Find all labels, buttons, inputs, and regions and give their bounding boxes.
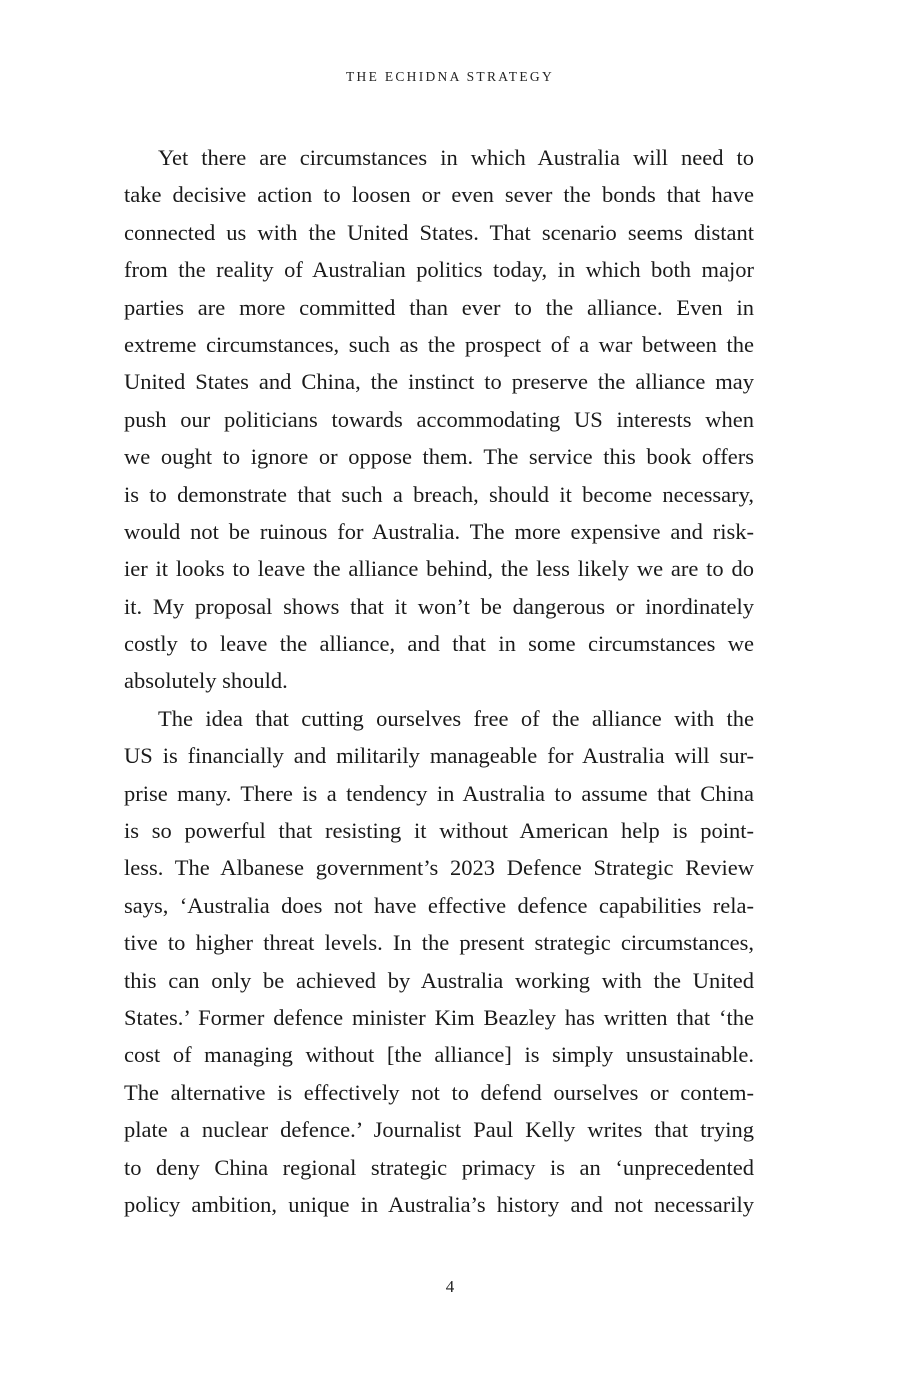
text-line: plate a nuclear defence.’ Journalist Paul Kelly writes that trying: [124, 1117, 754, 1143]
text-line: absolutely should.: [124, 668, 288, 694]
text-line: Yet there are circumstances in which Australia will need to: [158, 145, 754, 170]
running-head: THE ECHIDNA STRATEGY: [346, 69, 554, 84]
paragraph-1: [124, 139, 754, 700]
text-line: is to demonstrate that such a breach, should it become necessary,: [124, 481, 754, 507]
text-line: tive to higher threat levels. In the present strategic circumstances,: [124, 930, 754, 956]
body-text: [124, 139, 754, 1223]
text-line: says, ‘Australia does not have effective defence capabilities rela-: [124, 892, 754, 918]
text-line: would not be ruinous for Australia. The more expensive and risk-: [124, 518, 754, 544]
text-line: The alternative is effectively not to defend ourselves or contem-: [124, 1079, 754, 1105]
text-line: ier it looks to leave the alliance behind, the less likely we are to do: [124, 556, 754, 582]
text-line: United States and China, the instinct to preserve the alliance may: [124, 369, 754, 395]
text-line: this can only be achieved by Australia working with the United: [124, 967, 754, 993]
text-line: from the reality of Australian politics today, in which both major: [124, 257, 754, 283]
text-line: less. The Albanese government’s 2023 Defence Strategic Review: [124, 855, 754, 881]
text-line: cost of managing without [the alliance] is simply unsustainable.: [124, 1042, 754, 1068]
text-line: States.’ Former defence minister Kim Beazley has written that ‘the: [124, 1004, 754, 1030]
text-line: The idea that cutting ourselves free of the alliance with the: [158, 705, 754, 731]
text-line: push our politicians towards accommodating US interests when: [124, 406, 754, 432]
text-line: it. My proposal shows that it won’t be dangerous or inordinately: [124, 593, 754, 619]
text-line: prise many. There is a tendency in Australia to assume that China: [124, 780, 754, 806]
text-line: extreme circumstances, such as the prospect of a war between the: [124, 331, 754, 357]
text-line: we ought to ignore or oppose them. The service this book offers: [124, 444, 754, 470]
text-line: policy ambition, unique in Australia’s history and not necessarily: [124, 1191, 754, 1217]
text-line: costly to leave the alliance, and that in some circumstances we: [124, 631, 754, 657]
text-line: to deny China regional strategic primacy is an ‘unprecedented: [124, 1154, 754, 1180]
text-line: US is financially and militarily manageable for Australia will sur-: [124, 743, 754, 769]
text-line: parties are more committed than ever to the alliance. Even in: [124, 294, 754, 320]
text-line: take decisive action to loosen or even sever the bonds that have: [124, 182, 754, 208]
text-line: is so powerful that resisting it without American help is point-: [124, 818, 754, 844]
paragraph-2: [124, 700, 754, 1223]
text-line: connected us with the United States. That scenario seems distant: [124, 219, 754, 245]
page-number: 4: [445, 1277, 455, 1296]
